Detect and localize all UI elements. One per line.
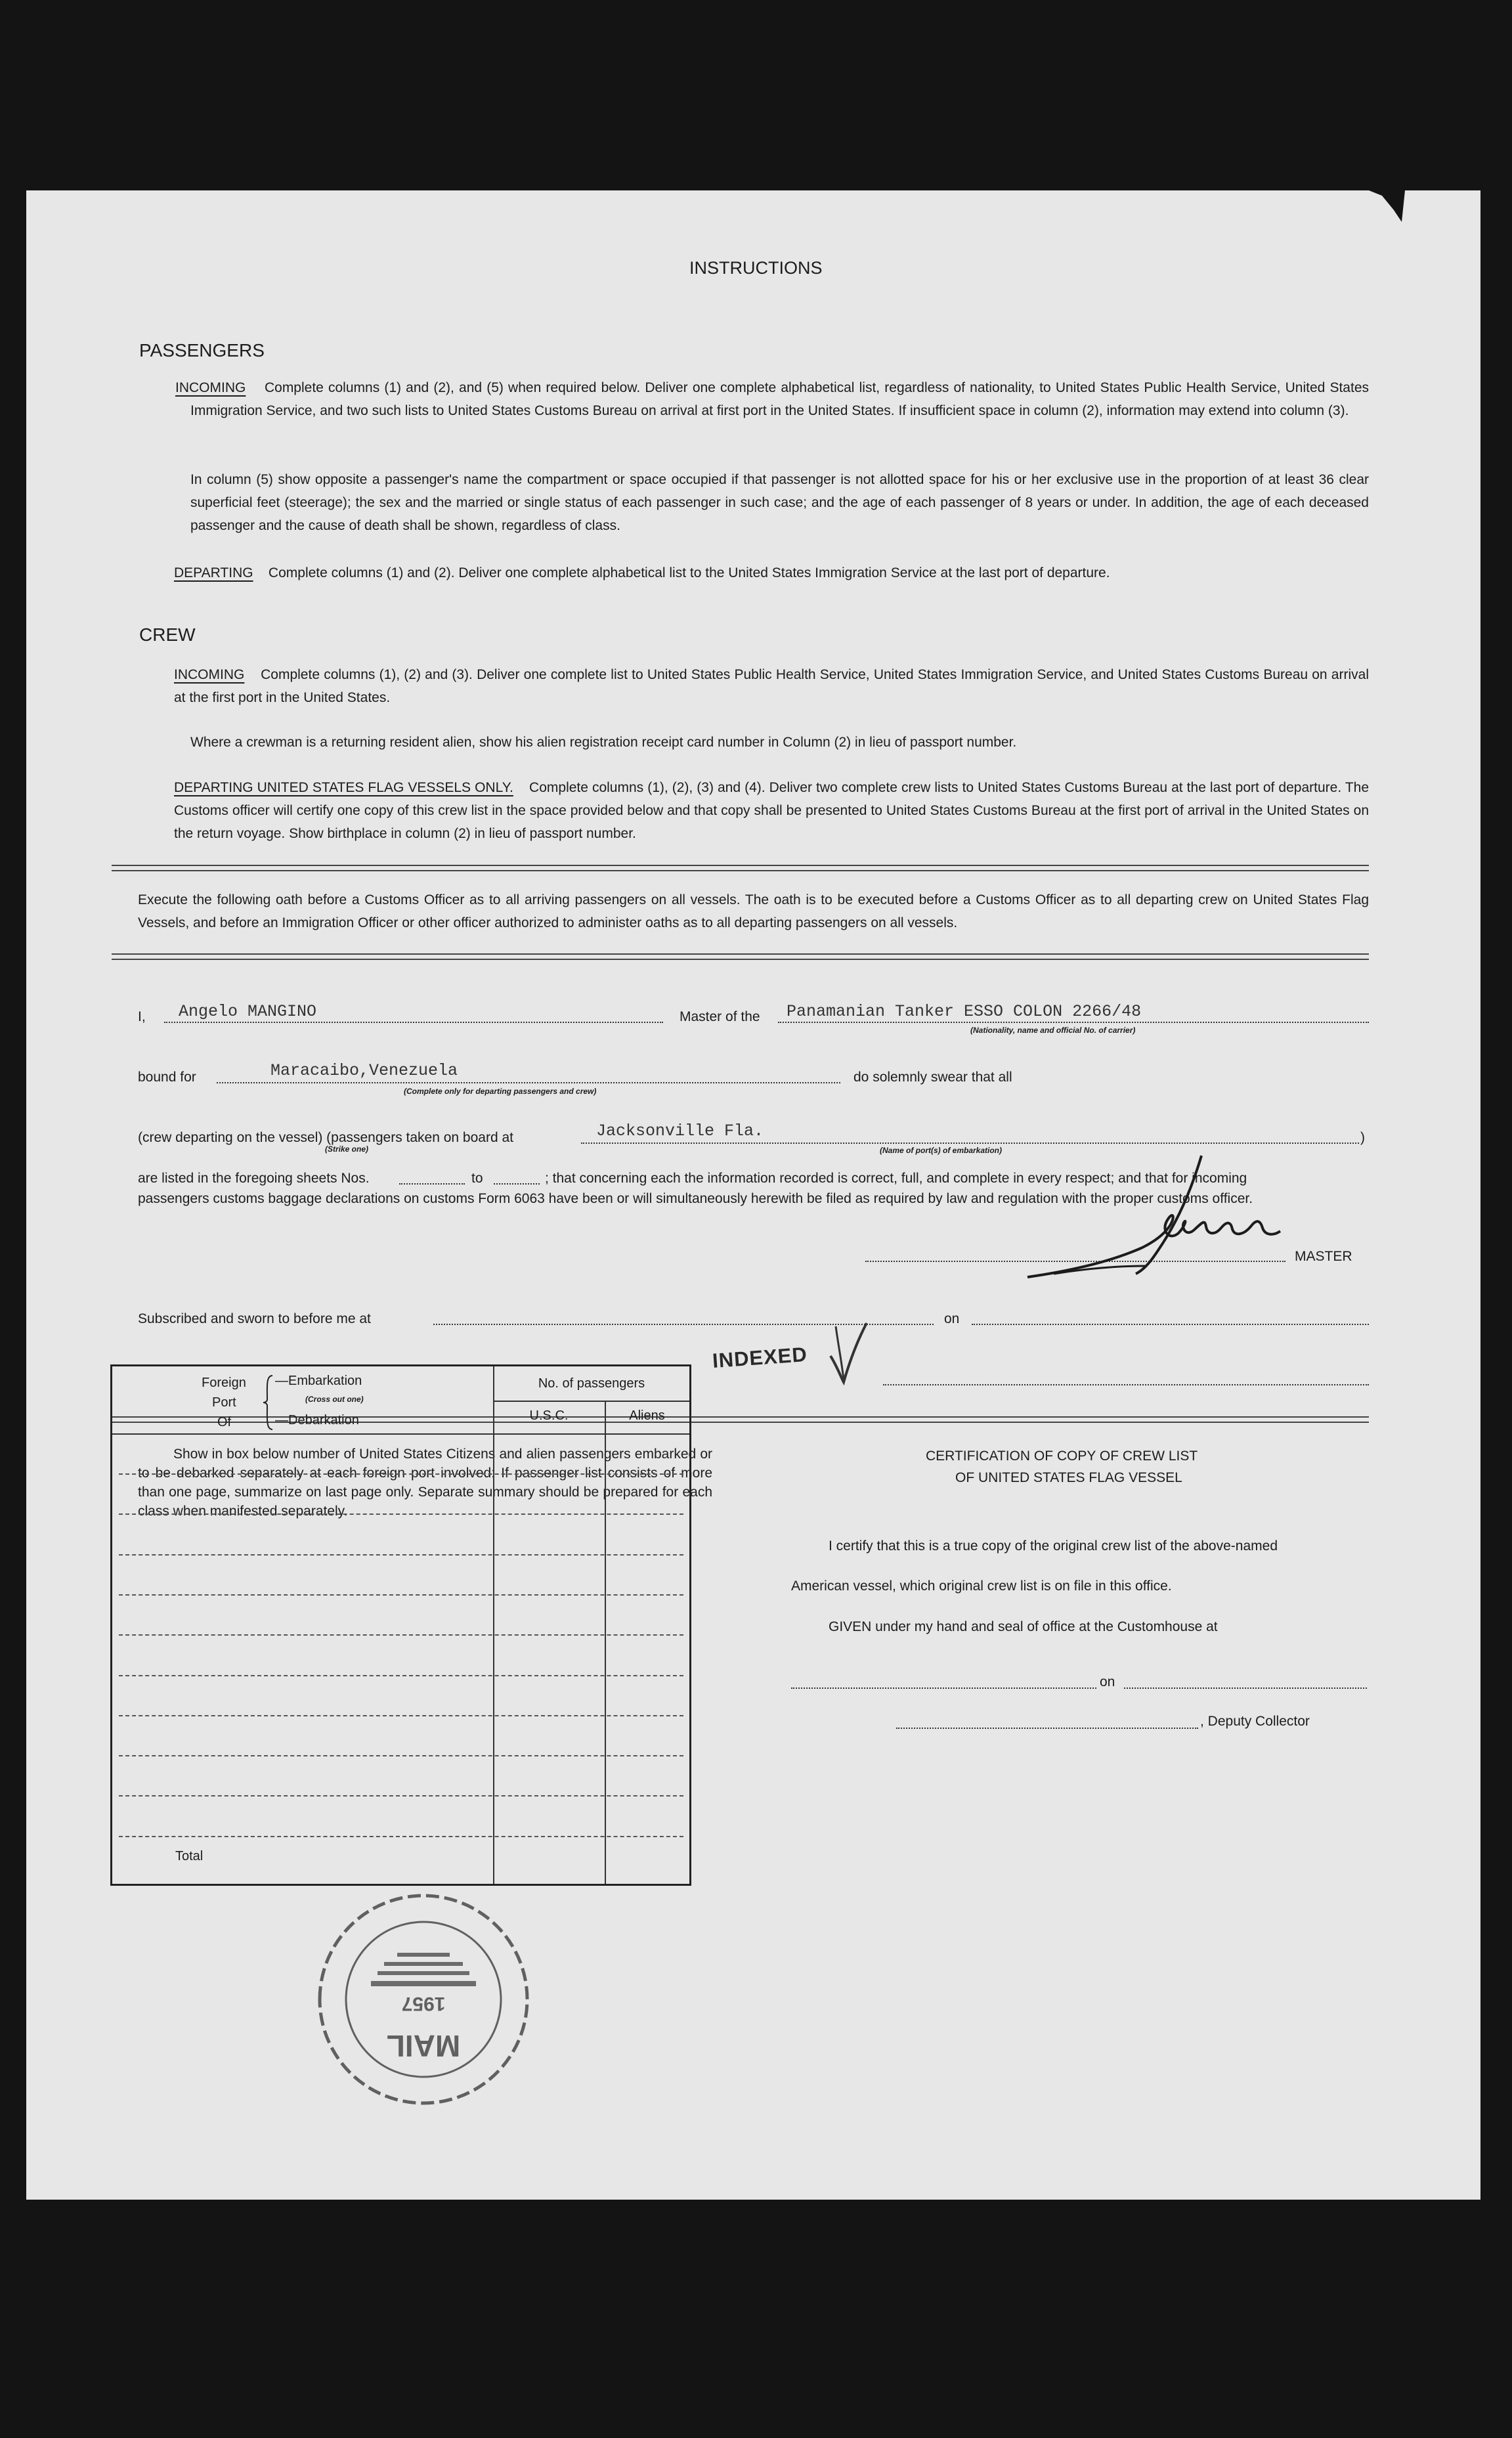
embarkation-label: —Embarkation — [275, 1374, 362, 1388]
table-row — [119, 1795, 683, 1796]
table-divider — [493, 1366, 494, 1884]
sheets-text-b: ; that concerning each the information recorded is correct, full, and complete in every respect; and that for incoming — [545, 1171, 1247, 1186]
table-row — [119, 1594, 683, 1596]
mail-postmark-stamp — [299, 1884, 548, 2114]
certification-date-line — [1124, 1687, 1367, 1689]
certification-line1: I certify that this is a true copy of the original crew list of the above-named — [829, 1538, 1278, 1554]
close-paren: ) — [1360, 1130, 1365, 1145]
debarkation-label: —Debarkation — [275, 1413, 359, 1427]
of-label: Of — [217, 1415, 232, 1429]
crew-departing-instruction — [174, 776, 1369, 845]
sheets-text-a: are listed in the foregoing sheets Nos. — [138, 1171, 370, 1186]
crew-passengers-label: (crew departing on the vessel) (passengers taken on board at — [138, 1130, 513, 1145]
summary-note: Show in box below number of United States Citizens and alien passengers embarked or to be debarked separately at each foreign port involved: If passenger list consists of more than one page, summarize on last page only. Separate summary should be prepared for each class when manifested separately. — [138, 1447, 712, 1519]
instructions-title: INSTRUCTIONS — [689, 258, 823, 278]
passengers-departing-label: DEPARTING — [174, 565, 253, 580]
vessel-caption: (Nationality, name and official No. of carrier) — [970, 1026, 1136, 1035]
mail-stamp-date: 1957 — [401, 1993, 446, 2014]
customhouse-place-line — [791, 1687, 1096, 1689]
certification-line3: GIVEN under my hand and seal of office at the Customhouse at — [829, 1619, 1218, 1634]
to-label: to — [471, 1171, 483, 1186]
oath-intro: Execute the following oath before a Customs Officer as to all arriving passengers on all vessels. The oath is to be executed before a Customs Officer as to all departing crew on United States Flag Vessels, and before an Immigration Officer or other officer authorized to administer oaths as to all departing passengers on all vessels. — [138, 892, 1369, 930]
table-row — [119, 1513, 683, 1515]
master-signature — [1014, 1149, 1290, 1287]
crew-incoming-instruction — [174, 663, 1369, 709]
passengers-incoming-text: Complete columns (1) and (2), and (5) when required below. Deliver one complete alphabetical list, regardless of nationality, to United States Public Health Service, United States Immigration Service, and two such lists to United States Customs Bureau on arrival at first port in the United States. If insufficient space in column (2), information may extend into column (3). — [190, 380, 1369, 418]
port-label: Port — [212, 1395, 236, 1410]
passengers-incoming-label: INCOMING — [175, 380, 246, 395]
indexed-stamp: INDEXED — [711, 1342, 808, 1373]
embark-port: Jacksonville Fla. — [596, 1121, 764, 1141]
table-header-rule — [493, 1401, 689, 1402]
crew-resident-text: Where a crewman is a returning resident alien, show his alien registration receipt card number in Column (2) in lieu of passport number. — [190, 735, 1017, 750]
master-of-label: Master of the — [680, 1009, 760, 1024]
no-of-passengers-header: No. of passengers — [538, 1376, 645, 1391]
passengers-incoming-instruction — [175, 376, 1369, 422]
sheet-to-line — [494, 1183, 540, 1185]
crew-departing-text: Complete columns (1), (2), (3) and (4). Deliver two complete crew lists to United States Customs Bureau at the last port of departure. The Customs officer will certify one copy of this crew list in the space provided below and that copy shall be presented to United States Customs Bureau at the first port of arrival in the United States on the return voyage. Show birthplace in column (2) in lieu of passport number. — [174, 780, 1370, 841]
subscribed-date-line — [972, 1324, 1369, 1325]
destination: Maracaibo,Venezuela — [270, 1061, 458, 1080]
strike-caption: (Strike one) — [325, 1144, 369, 1154]
section-divider — [112, 865, 1369, 871]
passengers-departing-text: Complete columns (1) and (2). Deliver one complete alphabetical list to the United States Immigration Service at the last port of departure. — [268, 565, 1110, 580]
mail-stamp-word: MAIL — [386, 2029, 461, 2063]
deputy-collector-label: , Deputy Collector — [1200, 1714, 1310, 1729]
usc-header: U.S.C. — [529, 1408, 569, 1423]
oath-i-label: I, — [138, 1009, 146, 1024]
destination-line — [217, 1082, 840, 1083]
certification-line2: American vessel, which original crew list is on file in this office. — [791, 1578, 1172, 1594]
brace-icon — [262, 1374, 275, 1431]
crew-departing-label: DEPARTING UNITED STATES FLAG VESSELS ONLY. — [174, 780, 513, 795]
embark-port-line — [581, 1143, 1359, 1144]
aliens-header: Aliens — [629, 1408, 665, 1423]
baggage-text: passengers customs baggage declarations on customs Form 6063 have been or will simultaneously herewith be filed as required by law and regulation with the proper customs officer. — [138, 1191, 1253, 1206]
certification-on-label: on — [1100, 1674, 1115, 1689]
foreign-label: Foreign — [202, 1376, 246, 1390]
passengers-column5-text: In column (5) show opposite a passenger's name the compartment or space occupied if that passenger is not allotted space for his or her exclusive use in the proportion of at least 36 clear superficial feet (steerage); the sex and the married or single status of each passenger in such case; and the age of each passenger of 8 years or under. In addition, the age of each deceased passenger and the cause of death shall be shown, regardless of class. — [190, 472, 1369, 533]
table-row — [119, 1554, 683, 1556]
officer-signature-line — [883, 1384, 1369, 1385]
table-row — [119, 1675, 683, 1676]
destination-caption: (Complete only for departing passengers and crew) — [404, 1087, 597, 1096]
crew-incoming-label: INCOMING — [174, 667, 245, 682]
master-name-line — [164, 1022, 663, 1023]
vessel-line — [778, 1022, 1369, 1023]
table-row — [119, 1634, 683, 1636]
table-row — [119, 1755, 683, 1756]
bound-for-label: bound for — [138, 1070, 196, 1085]
swear-label: do solemnly swear that all — [853, 1070, 1012, 1085]
subscribed-label: Subscribed and sworn to before me at — [138, 1311, 371, 1326]
crew-incoming-text: Complete columns (1), (2) and (3). Deliver one complete list to United States Public Health Service, United States Immigration Service, and United States Customs Bureau on arrival at the first port in the United States. — [174, 667, 1369, 705]
passengers-departing-instruction — [174, 566, 1110, 580]
table-row — [119, 1473, 683, 1475]
table-row — [119, 1836, 683, 1837]
subscribed-on-label: on — [944, 1311, 960, 1326]
indexed-checkmark — [824, 1320, 870, 1385]
cross-out-caption: (Cross out one) — [305, 1395, 364, 1404]
passengers-heading: PASSENGERS — [139, 340, 265, 360]
section-divider — [112, 953, 1369, 960]
table-header-bottom — [112, 1433, 689, 1435]
embark-caption: (Name of port(s) of embarkation) — [880, 1146, 1003, 1155]
torn-corner-mark — [1369, 190, 1408, 236]
sheet-from-line — [399, 1183, 465, 1185]
deputy-collector-signature-line — [896, 1728, 1198, 1729]
vessel-name: Panamanian Tanker ESSO COLON 2266/48 — [787, 1002, 1142, 1021]
certification-title-line2: OF UNITED STATES FLAG VESSEL — [955, 1470, 1182, 1485]
total-label: Total — [175, 1849, 204, 1863]
certification-title-line1: CERTIFICATION OF COPY OF CREW LIST — [926, 1448, 1198, 1464]
passenger-summary-table — [110, 1364, 691, 1886]
master-label: MASTER — [1295, 1249, 1352, 1264]
crew-heading: CREW — [139, 624, 196, 645]
table-row — [119, 1715, 683, 1716]
master-name: Angelo MANGINO — [179, 1002, 317, 1021]
